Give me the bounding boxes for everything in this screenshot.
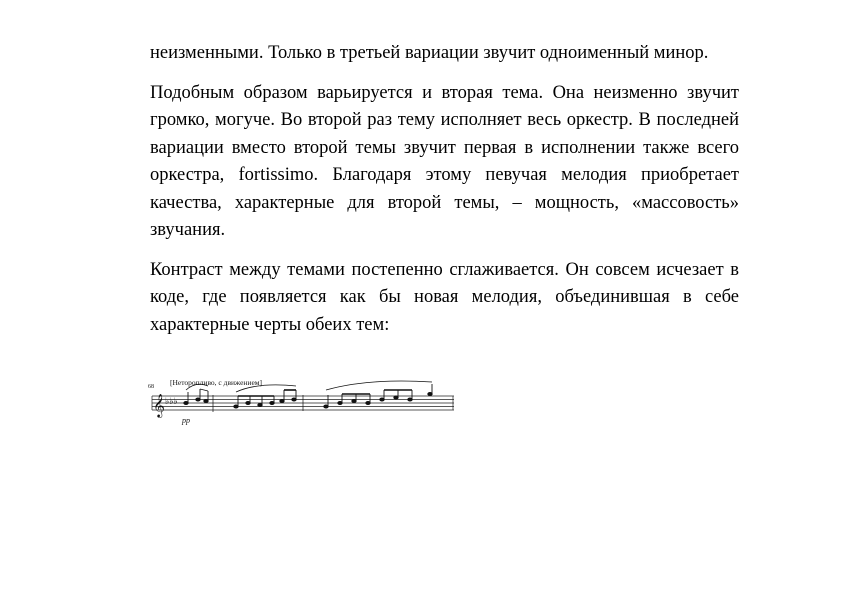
melody-notes: [184, 384, 432, 412]
dynamic-marking: pp: [182, 416, 190, 425]
document-body: [150, 40, 739, 351]
paragraph-1: неизменными. Только в третьей вариации звучит одноименный минор.: [150, 43, 709, 63]
paragraph-3: Контраст между темами постепенно сглаживается. Он совсем исчезает в коде, где появляется как бы новая мелодия, объединившая в себе характерные черты обеих тем:: [150, 259, 739, 335]
music-example: [148, 376, 458, 426]
paragraph-2: Подобным образом варьируется и вторая тема. Она неизменно звучит громко, могуче. Во второй раз тему исполняет весь оркестр. В последней вариации вместо второй темы звучит первая в исполнении также всего оркестра, fortissimo. Благодаря этому певучая мелодия приобретает качества, характерные для второй темы, – мощность, «массовость» звучания.: [150, 82, 739, 240]
treble-clef-icon: 𝄞: [153, 395, 165, 417]
key-signature-icon: ♭♭♭: [165, 396, 178, 406]
measure-number: 68: [148, 384, 154, 390]
tempo-marking: [Неторопливо, с движением]: [170, 378, 263, 387]
